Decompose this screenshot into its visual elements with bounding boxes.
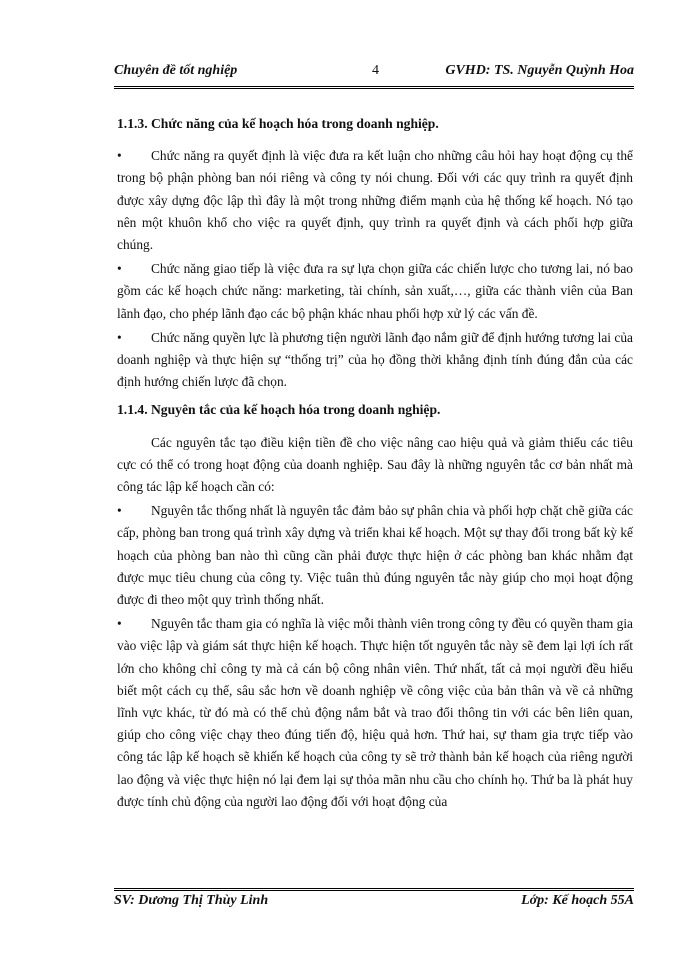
bullet-text: Chức năng giao tiếp là việc đưa ra sự lựa chọn giữa các chiến lược cho tương lai, nó bao gồm các kế hoạch chức năng: marketing, tài chính, sản xuất,…, giữa các thành viên của Ban lãnh đạo, cho phép lãnh đạo các bộ phận khác nhau phối hợp xử lý các vấn đề. [117, 261, 633, 321]
bullet-text: Nguyên tắc thống nhất là nguyên tắc đảm bảo sự phân chia và phối hợp chặt chẽ giữa các cấp, phòng ban trong quá trình xây dựng và triển khai kế hoạch. Một sự thay đổi trong bất kỳ kế hoạch của phòng ban nào thì cũng cần phải được thực hiện ở các phòng ban khác nhằm đạt được mục tiêu chung của công ty. Việc tuân thủ đúng nguyên tắc này giúp cho mọi hoạt động được đi theo một quy trình thống nhất. [117, 503, 633, 608]
header-document-title: Chuyên đề tốt nghiệp [114, 63, 238, 78]
bullet-text: Nguyên tắc tham gia có nghĩa là việc mỗi thành viên trong công ty đều có quyền tham gia vào việc lập và giám sát thực hiện kế hoạch. Thực hiện tốt nguyên tắc này sẽ đem lại lợi ích rất lớn cho không chỉ công ty mà cả cán bộ công nhân viên. Thứ nhất, tất cả mọi người đều hiểu biết một cách cụ thể, sâu sắc hơn về doanh nghiệp về công việc của bản thân và về cả những lĩnh vực khác, từ đó mà có thể chủ động nắm bắt và trao đổi thông tin với các bên liên quan, giúp cho công việc chạy theo đúng tiến độ, hiệu quả hơn. Thứ hai, sự tham gia trực tiếp vào công tác lập kế hoạch sẽ khiến kế hoạch của công ty sẽ trở thành bản kế hoạch của riêng người lao động và việc thực hiện nó lại đem lại sự thỏa mãn nhu cầu cho chính họ. Thứ ba là phát huy được tính chủ động của người lao động đối với hoạt động của [117, 616, 633, 809]
bullet-text: Chức năng ra quyết định là việc đưa ra kết luận cho những câu hỏi hay hoạt động cụ thể trong bộ phận phòng ban nói riêng và công ty nói chung. Đối với các quy trình ra quyết định được xây dựng độc lập thì đây là một trong những điểm mạnh của hệ thống kế hoạch. Nó tạo nên một khuôn khổ cho việc ra quyết định, quy trình ra quyết định và cách phối hợp giữa chúng. [117, 148, 633, 253]
page-footer [114, 893, 634, 915]
bullet-paragraph [117, 258, 633, 325]
footer-rule [114, 888, 634, 891]
bullet-paragraph [117, 145, 633, 256]
bullet-icon: • [117, 261, 122, 277]
intro-paragraph: Các nguyên tắc tạo điều kiện tiền đề cho việc nâng cao hiệu quả và giảm thiểu các tiêu cực có thể có trong hoạt động của doanh nghiệp. Sau đây là những nguyên tắc cơ bản nhất mà công tác lập kế hoạch cần có: [117, 434, 633, 495]
bullet-icon: • [117, 503, 122, 519]
bullet-text: Chức năng quyền lực là phương tiện người lãnh đạo nắm giữ để định hướng tương lai của doanh nghiệp và thực hiện sự “thống trị” của họ đồng thời khẳng định tính đúng đắn của các định hướng chiến lược đã chọn. [117, 329, 633, 390]
footer-student-name: SV: Dương Thị Thùy Linh [114, 893, 269, 908]
bullet-paragraph [117, 613, 633, 813]
header-rule [114, 86, 634, 89]
section-heading-1-1-3: 1.1.3. Chức năng của kế hoạch hóa trong doanh nghiệp. [117, 116, 439, 131]
section-heading-1-1-4: 1.1.4. Nguyên tắc của kế hoạch hóa trong doanh nghiệp. [117, 402, 441, 418]
bullet-paragraph [117, 500, 633, 611]
footer-class-name: Lớp: Kế hoạch 55A [521, 893, 634, 908]
bullet-icon: • [117, 329, 122, 345]
page-header [114, 63, 634, 85]
page-content [117, 113, 633, 815]
bullet-paragraph [117, 327, 633, 394]
bullet-icon: • [117, 616, 122, 632]
bullet-icon: • [117, 148, 122, 164]
header-page-number: 4 [372, 63, 379, 78]
header-advisor: GVHD: TS. Nguyễn Quỳnh Hoa [445, 63, 634, 78]
